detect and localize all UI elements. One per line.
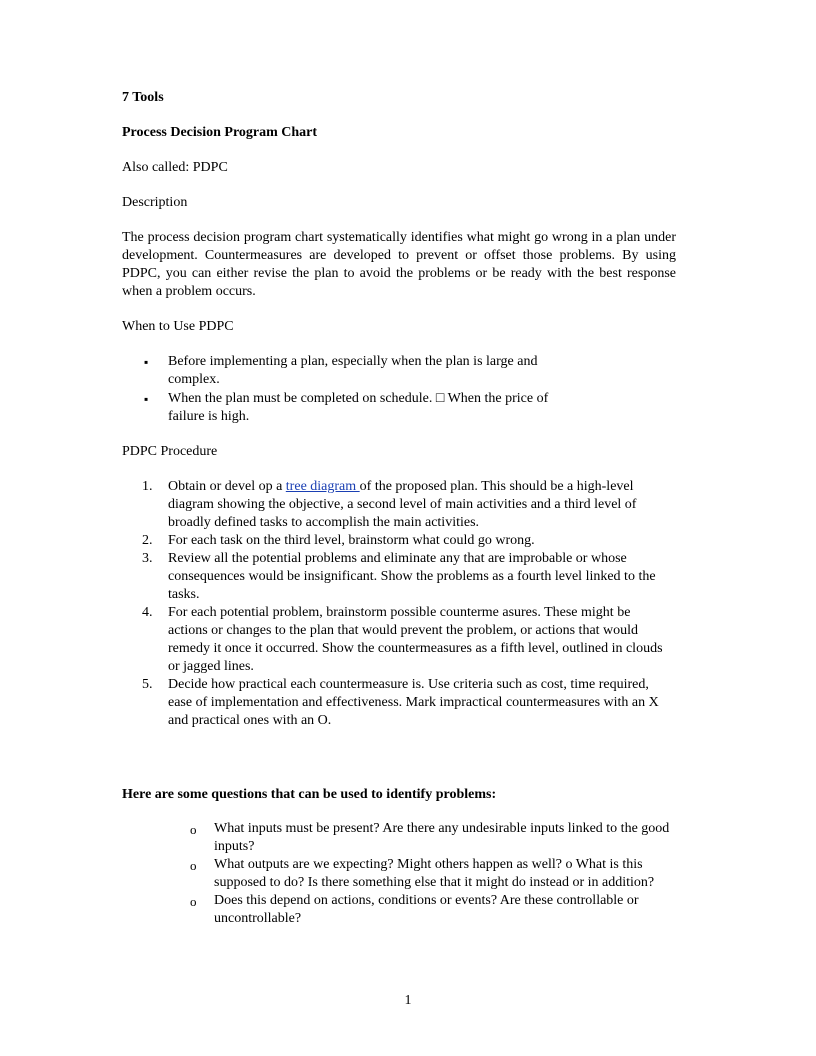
list-item-text: For each potential problem, brainstorm possible counterme asures. These might be actions or changes to the plan that would prevent the problem, or actions that would remedy it once it occurred. Show the countermeasures as a fifth level, outlined in clouds or jagged lines.	[168, 605, 663, 674]
list-item-text: Review all the potential problems and eliminate any that are improbable or whose consequences would be insignificant. Show the problems as a fourth level linked to the tasks.	[168, 551, 656, 602]
description-paragraph: The process decision program chart systematically identifies what might go wrong in a plan under development. Countermeasures are developed to prevent or offset those problems. By using PDPC, you can either revise the plan to avoid the problems or be ready with the best response when a problem occurs.	[122, 230, 676, 299]
bullet-marker: ▪	[144, 355, 149, 369]
document-title: Process Decision Program Chart	[122, 125, 318, 140]
list-item-text-end: of the proposed plan. This should be a high-level diagram showing the objective, a second level of main activities and a third level of broadly defined tasks to accomplish the main activities.	[168, 479, 637, 530]
questions-heading: Here are some questions that can be used to identify problems:	[122, 787, 497, 802]
list-item-text-start: Obtain or devel op a	[168, 479, 286, 494]
list-item	[122, 604, 668, 676]
circle-bullet-marker: o	[190, 894, 197, 909]
tree-diagram-link[interactable]: tree diagram	[285, 479, 360, 494]
page-number: 1	[404, 993, 412, 1008]
when-to-use-list	[122, 353, 567, 427]
list-item-text: Decide how practical each countermeasure is. Use criteria such as cost, time required, ease of implementation and effectiveness. Mark impractical countermeasures with an X and practical ones with an O.	[168, 677, 659, 728]
questions-list	[168, 820, 688, 928]
bullet-marker: ▪	[144, 392, 149, 406]
list-item	[122, 478, 668, 532]
circle-bullet-marker: o	[190, 858, 197, 873]
list-item	[168, 892, 688, 928]
description-label: Description	[122, 195, 188, 210]
list-item	[122, 532, 668, 550]
list-item-text: When the plan must be completed on schedule. □ When the price of failure is high.	[168, 391, 549, 424]
procedure-label: PDPC Procedure	[122, 444, 218, 459]
list-number: 1.	[142, 479, 153, 494]
list-number: 4.	[142, 605, 153, 620]
list-number: 2.	[142, 533, 153, 548]
list-item-text: For each task on the third level, brainstorm what could go wrong.	[168, 533, 535, 548]
list-item	[168, 820, 688, 856]
list-item	[122, 353, 567, 389]
list-item	[122, 390, 567, 426]
list-item	[168, 856, 688, 892]
list-item	[122, 550, 668, 604]
when-to-use-label: When to Use PDPC	[122, 319, 234, 334]
list-item-text: What inputs must be present? Are there any undesirable inputs linked to the good inputs?	[214, 821, 670, 854]
list-item	[122, 676, 668, 730]
list-item-text: Before implementing a plan, especially when the plan is large and complex.	[168, 354, 538, 387]
also-called-line: Also called: PDPC	[122, 160, 228, 175]
procedure-list	[122, 478, 668, 730]
list-item-text: What outputs are we expecting? Might others happen as well? o What is this supposed to do? Is there something else that it might do instead or in addition?	[214, 857, 655, 890]
list-number: 5.	[142, 677, 153, 692]
list-item-text: Does this depend on actions, conditions or events? Are these controllable or uncontrollable?	[214, 893, 639, 926]
document-heading: 7 Tools	[122, 90, 164, 105]
circle-bullet-marker: o	[190, 822, 197, 837]
list-number: 3.	[142, 551, 153, 566]
